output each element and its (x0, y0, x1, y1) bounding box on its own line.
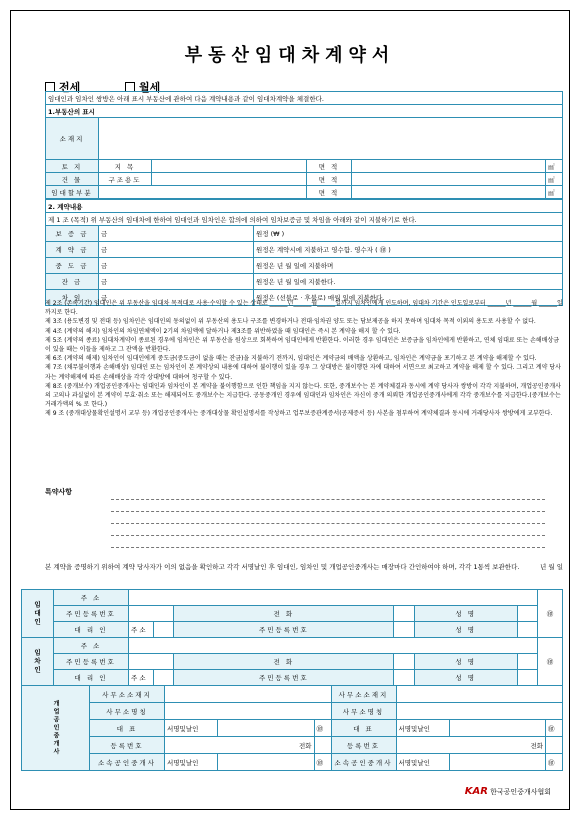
agent-addr-label: 주 소 (129, 670, 154, 686)
clause-4: 제 4조 (계약의 해지) 임차인의 차임연체액이 2기의 차임액에 달하거나 제3조를 위반하였을 때 임대인은 즉시 본 계약을 해지 할 수 있다. (45, 327, 401, 335)
deposit-field[interactable] (99, 226, 254, 242)
agent-id-label: 주민등록번호 (174, 622, 394, 638)
broker2-office-name-field[interactable] (396, 703, 563, 720)
broker1-affiliate-field[interactable] (218, 754, 315, 771)
contract-section (45, 199, 563, 306)
won-prefix: 금 (101, 230, 108, 238)
property-section (45, 91, 563, 199)
area-label: 면 적 (307, 173, 352, 186)
sign-label: 서명및날인 (396, 720, 449, 737)
broker2-reg-field[interactable] (396, 737, 546, 754)
area-unit: ㎡ (546, 186, 563, 199)
date-fields[interactable]: 년 월 일 (540, 563, 563, 571)
down-payment-tail: 원정은 계약시에 지불하고 영수함. 영수자 ( ㊞ ) (254, 242, 563, 258)
rent-tail: 원정은 (선불로 · 후불로) 매월 일에 지불한다. (254, 290, 563, 306)
closing-text (45, 563, 563, 573)
land-label: 토 지 (46, 160, 99, 173)
broker-label: 개업공인중개사 (22, 686, 90, 771)
area-unit: ㎡ (546, 173, 563, 186)
rep-label: 대 표 (90, 720, 165, 737)
parties-section (21, 589, 563, 771)
broker2-office-addr-field[interactable] (396, 686, 563, 703)
lessor-agent-id-field[interactable] (394, 622, 414, 638)
agent-label: 대 리 인 (54, 670, 129, 686)
balance-label: 잔 금 (46, 274, 99, 290)
lease-part-label: 임대할부분 (46, 186, 99, 199)
building-sub-label: 구조용도 (99, 173, 152, 186)
lessee-phone-field[interactable] (394, 654, 414, 670)
interim-label: 중 도 금 (46, 258, 99, 274)
area-unit: ㎡ (546, 160, 563, 173)
special-line[interactable] (111, 535, 545, 536)
contract-page (10, 10, 570, 810)
broker2-seal: ㊞ (546, 720, 563, 737)
location-field[interactable] (99, 118, 563, 160)
property-heading: 1.부동산의 표시 (46, 105, 563, 118)
phone-label: 전화 (530, 741, 543, 750)
name-label: 성 명 (414, 654, 517, 670)
won-prefix: 금 (101, 246, 108, 254)
clause-9: 제 9 조 (중개대상물확인설명서 교부 등) 개업공인중개사는 중개대상물 확인설명서를 작성하고 업무보증관계증서(공제증서 등) 사본을 첨부하여 계약체결과 동시에 거래당사자 쌍방에게 교부한다. (45, 410, 553, 418)
broker1-seal: ㊞ (314, 720, 331, 737)
clause-1: 제 1 조 (목적) 위 부동산의 임대차에 한하여 임대인과 임차인은 합의에 의하여 임차보증금 및 차임을 아래와 같이 지불하기로 한다. (46, 213, 563, 226)
clause-7: 제 7조 (채무불이행과 손해배상) 임대인 또는 임차인이 본 계약상의 내용에 대하여 불이행이 있을 경우 그 상대방은 불이행한 자에 대하여 서면으로 최고하고 계약을 해제 할 수 있다. 그리고 계약 당사자는 계약해제에 따른 손해배상을 각각 상대방에 대하여 청구할 수 있다. (45, 364, 561, 381)
broker1-phone-field[interactable] (314, 737, 331, 754)
logo-mark: KAR (464, 786, 488, 797)
contract-heading: 2. 계약내용 (46, 200, 563, 213)
special-line[interactable] (111, 511, 545, 512)
broker2-affiliate-field[interactable] (449, 754, 546, 771)
balance-field[interactable] (99, 274, 254, 290)
lessee-address-field[interactable] (129, 638, 538, 654)
closing-sentence: 본 계약을 증명하기 위하여 계약 당사자가 이의 없음을 확인하고 각각 서명날인 후 임대인, 임차인 및 개업공인중개사는 매장마다 간인하여야 하며, 각각 1통씩 보관한다. (45, 563, 520, 571)
deposit-label: 보 증 금 (46, 226, 99, 242)
lessee-agent-address-field[interactable] (154, 670, 174, 686)
clause-3: 제 3조 (용도변경 및 전대 등) 임차인은 임대인의 동의없이 위 부동산의 용도나 구조를 변경하거나 전대·임차권 양도 또는 담보제공을 하지 못하며 임대차 목적 이외의 용도로 사용할 수 없다. (45, 318, 536, 326)
lessee-label: 임차인 (22, 638, 54, 686)
intro-text: 임대인과 임차인 쌍방은 아래 표시 부동산에 관하여 다음 계약내용과 같이 임대차계약을 체결한다. (46, 92, 563, 105)
lease-part-field[interactable] (99, 186, 307, 199)
sign-label: 서명및날인 (396, 754, 449, 771)
office-name-label: 사무소명칭 (331, 703, 396, 720)
broker1-rep-field[interactable] (218, 720, 315, 737)
phone-label: 전 화 (174, 654, 394, 670)
lessor-phone-field[interactable] (394, 606, 414, 622)
deposit-tail: 원정 (₩ ) (254, 226, 563, 242)
lessor-name-field[interactable] (517, 606, 537, 622)
clause-6: 제 6조 (계약의 해제) 임차인이 임대인에게 중도금(중도금이 없을 때는 잔금)을 지불하기 전까지, 임대인은 계약금의 배액을 상환하고, 임차인은 계약금을 포기하고 본 계약을 해제할 수 있다. (45, 355, 537, 363)
broker2-seal: ㊞ (546, 754, 563, 771)
building-label: 건 물 (46, 173, 99, 186)
office-addr-label: 사무소소재지 (90, 686, 165, 703)
down-payment-field[interactable] (99, 242, 254, 258)
reg-label: 등록번호 (90, 737, 165, 754)
area-label: 면 적 (307, 160, 352, 173)
lessee-name-field[interactable] (517, 654, 537, 670)
logo-text: 한국공인중개사협회 (490, 788, 551, 796)
rent-label: 차 임 (46, 290, 99, 306)
special-line[interactable] (111, 547, 545, 548)
down-payment-label: 계 약 금 (46, 242, 99, 258)
name-label: 성 명 (414, 606, 517, 622)
agent-label: 대 리 인 (54, 622, 129, 638)
clause-5: 제 5조 (계약의 종료) 임대차계약이 종료된 경우에 임차인은 위 부동산을 원상으로 회복하여 임대인에게 반환한다. 이러한 경우 임대인은 보증금을 임차인에게 반환하고, 연체 임대료 또는 손해배상금이 있을 때는 이들을 제하고 그 잔액을 반환한다. (45, 336, 560, 354)
lessee-agent-name-field[interactable] (517, 670, 537, 686)
land-field[interactable] (152, 160, 307, 173)
phone-label: 전화 (298, 741, 312, 750)
special-line[interactable] (111, 523, 545, 524)
lessor-agent-address-field[interactable] (154, 622, 174, 638)
land-sub-label: 지 목 (99, 160, 152, 173)
won-prefix: 금 (101, 294, 108, 302)
lessor-label: 임대인 (22, 590, 54, 638)
balance-tail: 원정은 년 월 일에 지불한다. (254, 274, 563, 290)
broker1-seal: ㊞ (314, 754, 331, 771)
lessor-address-field[interactable] (129, 590, 538, 606)
agent-id-label: 주민등록번호 (174, 670, 394, 686)
lessor-seal: ㊞ (538, 590, 563, 638)
broker2-rep-field[interactable] (449, 720, 546, 737)
name-label: 성 명 (414, 622, 517, 638)
interim-tail: 원정은 년 월 일에 지불하며 (254, 258, 563, 274)
lease-area-field[interactable] (352, 186, 546, 199)
won-prefix: 금 (101, 278, 108, 286)
jeonse-label: 전세 (59, 81, 81, 94)
address-label: 주 소 (54, 638, 129, 654)
wolse-label: 월세 (139, 81, 161, 94)
office-addr-label: 사무소소재지 (331, 686, 396, 703)
special-terms-label: 특약사항 (45, 488, 73, 496)
rep-label: 대 표 (331, 720, 396, 737)
broker1-office-addr-field[interactable] (165, 686, 332, 703)
association-logo (465, 786, 551, 797)
lessor-agent-name-field[interactable] (517, 622, 537, 638)
location-label: 소재지 (46, 118, 99, 160)
lessee-id-field[interactable] (129, 654, 174, 670)
building-field[interactable] (152, 173, 307, 186)
broker1-office-name-field[interactable] (165, 703, 332, 720)
clause-8: 제 8조 (중개보수) 개업공인중개사는 임대인과 임차인이 본 계약을 불이행함으로 인한 책임을 지지 않는다. 또한, 중개보수는 본 계약체결과 동시에 계약 당사자 쌍방이 각각 지불하며, 개업공인중개사의 고의나 과실없이 본 계약이 무효·취소 또는 해제되어도 중개보수는 지급한다. 공동중개인 경우에 임대인과 임차인은 자신이 중개 의뢰한 개업공인중개사에게 각각 중개보수를 지급한다.(중개보수는 거래가액의 % 로 한다.) (45, 382, 561, 409)
phone-label: 전 화 (174, 606, 394, 622)
lessor-id-field[interactable] (129, 606, 174, 622)
broker2-phone-field[interactable] (546, 737, 563, 754)
page-title: 부동산임대차계약서 (184, 45, 396, 66)
clauses-block (45, 299, 563, 419)
land-area-field[interactable] (352, 160, 546, 173)
clause-2: 제 2조 (존속기간) 임대인은 위 부동산을 임대차 목적대로 사용·수익할 수 있는 상태로 ______년______월______일까지 임차인에게 인도하며, 임대차 기간은 인도일로부터 ______년 ______월 ______일까지로 한다. (45, 300, 563, 317)
special-line[interactable] (111, 499, 545, 500)
area-label: 면 적 (307, 186, 352, 199)
reg-label: 등록번호 (331, 737, 396, 754)
agent-addr-label: 주 소 (129, 622, 154, 638)
name-label: 성 명 (414, 670, 517, 686)
interim-field[interactable] (99, 258, 254, 274)
won-prefix: 금 (101, 262, 108, 270)
building-area-field[interactable] (352, 173, 546, 186)
office-name-label: 사무소명칭 (90, 703, 165, 720)
sign-label: 서명및날인 (165, 754, 218, 771)
affiliate-label: 소속공인중개사 (331, 754, 396, 771)
idnum-label: 주민등록번호 (54, 654, 129, 670)
address-label: 주 소 (54, 590, 129, 606)
sign-label: 서명및날인 (165, 720, 218, 737)
idnum-label: 주민등록번호 (54, 606, 129, 622)
lessee-seal: ㊞ (538, 638, 563, 686)
broker1-reg-field[interactable] (165, 737, 315, 754)
affiliate-label: 소속공인중개사 (90, 754, 165, 771)
lessee-agent-id-field[interactable] (394, 670, 414, 686)
